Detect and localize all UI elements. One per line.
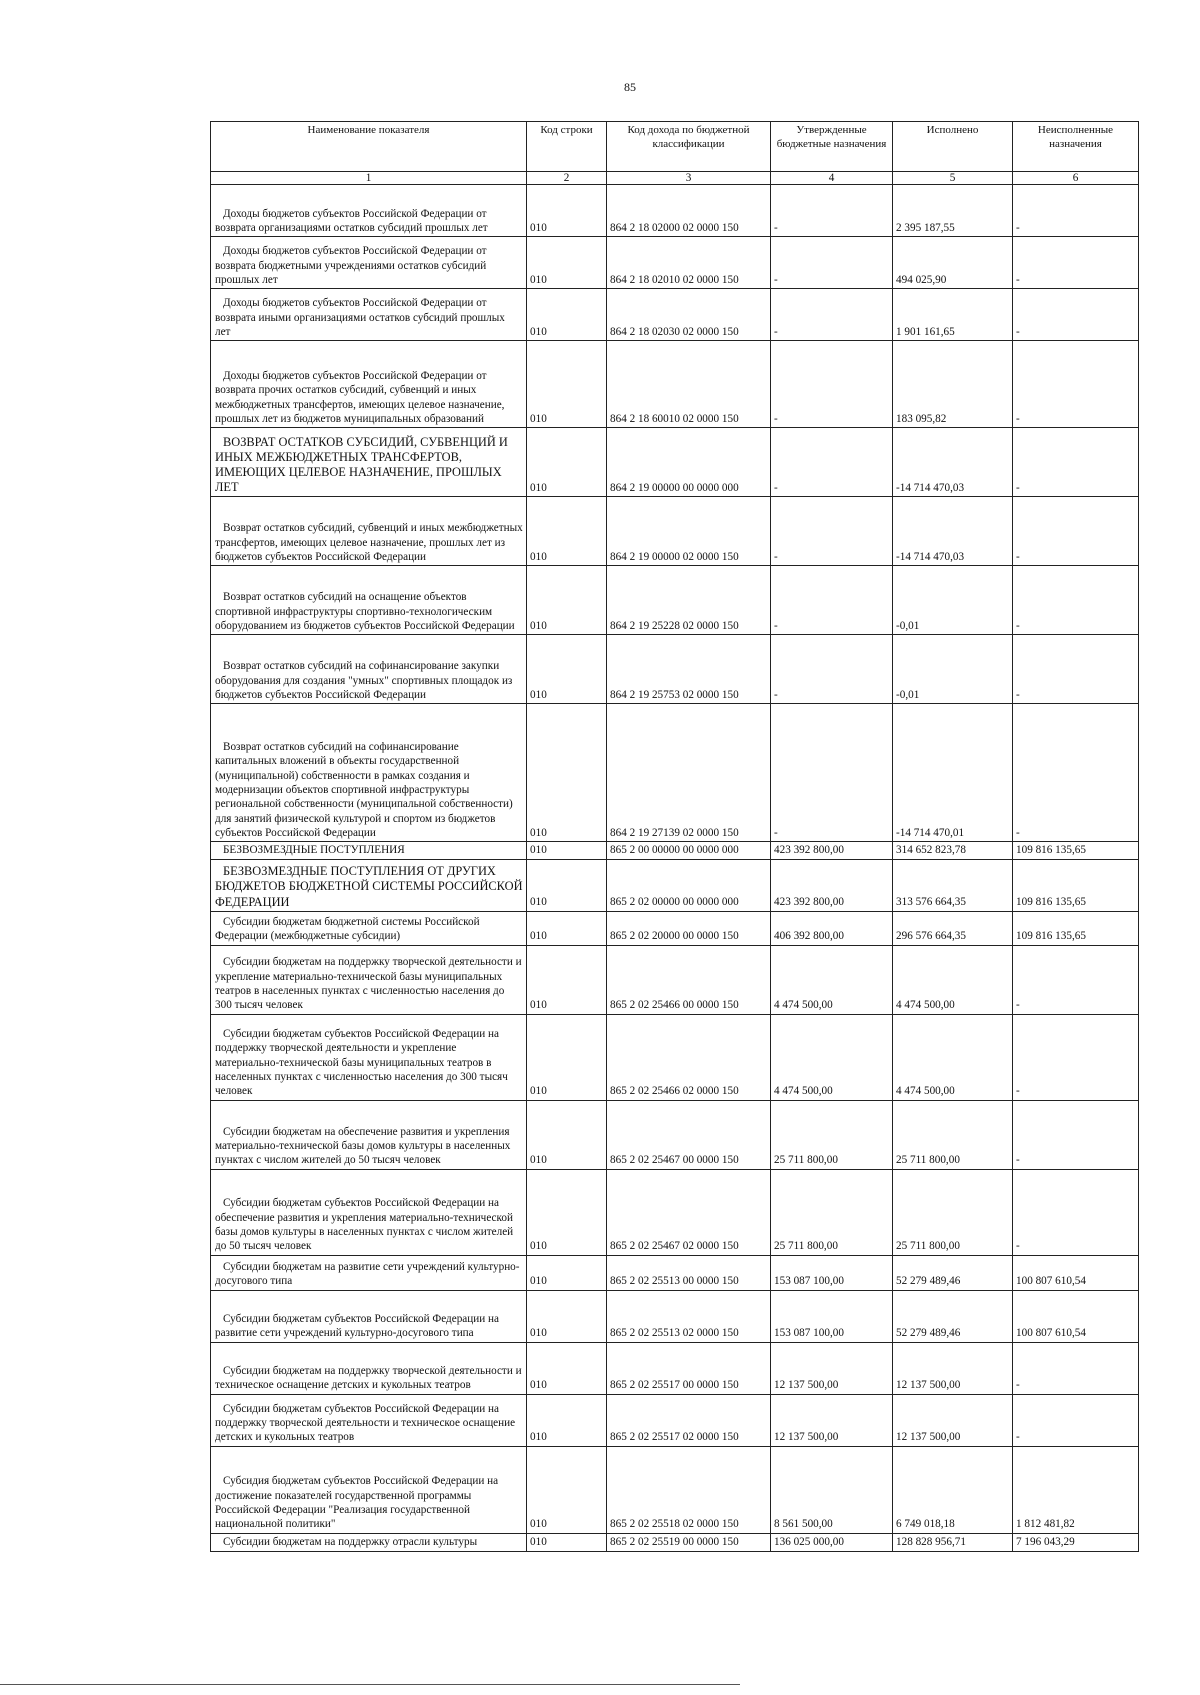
income-code-cell: 865 2 02 25513 00 0000 150 [607,1255,771,1290]
unexecuted-cell: 109 816 135,65 [1013,842,1139,859]
indicator-name-cell [211,1169,527,1255]
approved-cell: - [771,566,893,635]
column-number: 6 [1013,172,1139,185]
indicator-name-cell [211,185,527,237]
executed-cell: 2 395 187,55 [893,185,1013,237]
line-code-cell: 010 [527,1394,607,1446]
table-row [211,945,1139,1014]
indicator-name-text: Доходы бюджетов субъектов Российской Федерации от возврата прочих остатков субсидий, субвенций и иных межбюджетных трансфертов, имеющих целевое назначение, прошлых лет из бюджетов муниципальных образований [215,370,505,425]
unexecuted-cell: 100 807 610,54 [1013,1255,1139,1290]
approved-cell: 8 561 500,00 [771,1446,893,1533]
table-row [211,635,1139,704]
indicator-name-cell [211,566,527,635]
table-row [211,237,1139,289]
line-code-cell: 010 [527,859,607,911]
approved-cell: 12 137 500,00 [771,1342,893,1394]
executed-cell: 1 901 161,65 [893,289,1013,341]
column-number: 3 [607,172,771,185]
executed-cell: 313 576 664,35 [893,859,1013,911]
income-code-cell: 865 2 02 25466 00 0000 150 [607,945,771,1014]
approved-cell: - [771,428,893,497]
table-row [211,1394,1139,1446]
page-number: 85 [624,80,636,94]
indicator-name-cell [211,704,527,842]
income-code-cell: 865 2 02 25517 02 0000 150 [607,1394,771,1446]
unexecuted-cell: - [1013,945,1139,1014]
line-code-cell: 010 [527,704,607,842]
unexecuted-cell: - [1013,1169,1139,1255]
table-row [211,1255,1139,1290]
executed-cell: 25 711 800,00 [893,1100,1013,1169]
indicator-name-text: Субсидии бюджетам на обеспечение развития и укрепления материально-технической базы домов культуры в населенных пунктах с числом жителей до 50 тысяч человек [215,1125,511,1167]
budget-report-table [210,121,1139,1552]
line-code-cell: 010 [527,428,607,497]
executed-cell: 25 711 800,00 [893,1169,1013,1255]
table-row [211,842,1139,859]
header-approved: Утвержденные бюджетные назначения [771,122,893,172]
unexecuted-cell: - [1013,497,1139,566]
executed-cell: -14 714 470,03 [893,428,1013,497]
executed-cell: 52 279 489,46 [893,1290,1013,1342]
income-code-cell: 864 2 19 25753 02 0000 150 [607,635,771,704]
table-row [211,911,1139,945]
indicator-name-text: Субсидии бюджетам субъектов Российской Федерации на развитие сети учреждений культурно-досугового типа [215,1312,499,1340]
indicator-name-cell [211,635,527,704]
column-number: 1 [211,172,527,185]
unexecuted-cell: - [1013,1394,1139,1446]
unexecuted-cell: 1 812 481,82 [1013,1446,1139,1533]
unexecuted-cell: - [1013,704,1139,842]
executed-cell: 4 474 500,00 [893,1014,1013,1100]
column-number-row [211,172,1139,185]
approved-cell: 136 025 000,00 [771,1533,893,1551]
column-number: 5 [893,172,1013,185]
line-code-cell: 010 [527,911,607,945]
executed-cell: 296 576 664,35 [893,911,1013,945]
approved-cell: 423 392 800,00 [771,842,893,859]
indicator-name-cell [211,1446,527,1533]
table-row [211,566,1139,635]
executed-cell: -0,01 [893,635,1013,704]
line-code-cell: 010 [527,1169,607,1255]
header-executed: Исполнено [893,122,1013,172]
unexecuted-cell: 7 196 043,29 [1013,1533,1139,1551]
indicator-name-text: Возврат остатков субсидий на софинансирование капитальных вложений в объекты государственной (муниципальной) собственности в рамках создания и модернизации объектов спортивной инфраструктуры региональной собственности (муниципальной собственности) для занятий физической культурой и спортом из бюджетов субъектов Российской Федерации [215,741,513,839]
executed-cell: -0,01 [893,566,1013,635]
table-body [211,185,1139,1551]
line-code-cell: 010 [527,635,607,704]
table-row [211,1533,1139,1551]
header-indicator-name: Наименование показателя [211,122,527,172]
indicator-name-cell [211,1255,527,1290]
executed-cell: 4 474 500,00 [893,945,1013,1014]
income-code-cell: 864 2 19 00000 02 0000 150 [607,497,771,566]
approved-cell: 153 087 100,00 [771,1290,893,1342]
table-row [211,497,1139,566]
approved-cell: 153 087 100,00 [771,1255,893,1290]
indicator-name-text: Субсидии бюджетам субъектов Российской Федерации на обеспечение развития и укрепления материально-технической базы домов культуры в населенных пунктах с числом жителей до 50 тысяч человек [215,1197,514,1253]
table-row [211,1342,1139,1394]
table-row [211,1014,1139,1100]
indicator-name-text: Субсидии бюджетам субъектов Российской Федерации на поддержку творческой деятельности и техническое оснащение детских и кукольных театров [215,1402,516,1444]
indicator-name-text: Доходы бюджетов субъектов Российской Федерации от возврата иными организациями остатков субсидий прошлых лет [215,297,505,338]
income-code-cell: 864 2 18 60010 02 0000 150 [607,341,771,428]
table-row [211,185,1139,237]
indicator-name-text: ВОЗВРАТ ОСТАТКОВ СУБСИДИЙ, СУБВЕНЦИЙ И ИНЫХ МЕЖБЮДЖЕТНЫХ ТРАНСФЕРТОВ, ИМЕЮЩИХ ЦЕЛЕВОЕ НАЗНАЧЕНИЕ, ПРОШЛЫХ ЛЕТ [215,434,508,495]
indicator-name-text: Субсидии бюджетам на поддержку творческой деятельности и техническое оснащение детских и кукольных театров [215,1364,522,1392]
line-code-cell: 010 [527,1014,607,1100]
approved-cell: 406 392 800,00 [771,911,893,945]
table-row [211,1169,1139,1255]
indicator-name-cell [211,341,527,428]
unexecuted-cell: - [1013,635,1139,704]
line-code-cell: 010 [527,185,607,237]
line-code-cell: 010 [527,1290,607,1342]
bottom-rule [0,1684,740,1685]
income-code-cell: 864 2 18 02030 02 0000 150 [607,289,771,341]
line-code-cell: 010 [527,237,607,289]
approved-cell: - [771,289,893,341]
indicator-name-text: Доходы бюджетов субъектов Российской Федерации от возврата бюджетными учреждениями остатков субсидий прошлых лет [215,245,487,286]
executed-cell: 52 279 489,46 [893,1255,1013,1290]
indicator-name-text: Возврат остатков субсидий, субвенций и иных межбюджетных трансфертов, имеющих целевое назначение, прошлых лет из бюджетов субъектов Российской Федерации [215,522,523,563]
executed-cell: 12 137 500,00 [893,1342,1013,1394]
income-code-cell: 865 2 02 25517 00 0000 150 [607,1342,771,1394]
table-row [211,1446,1139,1533]
approved-cell: 25 711 800,00 [771,1100,893,1169]
table-row [211,289,1139,341]
approved-cell: - [771,635,893,704]
indicator-name-text: Субсидии бюджетам на поддержку творческой деятельности и укрепление материально-технической базы муниципальных театров в населенных пунктах с численностью населения до 300 тысяч человек [215,956,522,1012]
income-code-cell: 864 2 19 27139 02 0000 150 [607,704,771,842]
approved-cell: - [771,185,893,237]
column-number: 4 [771,172,893,185]
line-code-cell: 010 [527,1255,607,1290]
indicator-name-text: Субсидии бюджетам бюджетной системы Российской Федерации (межбюджетные субсидии) [215,915,480,943]
executed-cell: -14 714 470,03 [893,497,1013,566]
indicator-name-cell [211,1533,527,1551]
line-code-cell: 010 [527,945,607,1014]
line-code-cell: 010 [527,1342,607,1394]
table-row [211,1290,1139,1342]
unexecuted-cell: 100 807 610,54 [1013,1290,1139,1342]
indicator-name-text: Субсидии бюджетам на поддержку отрасли культуры [223,1536,478,1549]
indicator-name-cell [211,859,527,911]
indicator-name-cell [211,842,527,859]
header-line-code: Код строки [527,122,607,172]
executed-cell: 183 095,82 [893,341,1013,428]
unexecuted-cell: - [1013,1100,1139,1169]
indicator-name-text: Субсидии бюджетам на развитие сети учреждений культурно-досугового типа [215,1260,520,1288]
indicator-name-text: БЕЗВОЗМЕЗДНЫЕ ПОСТУПЛЕНИЯ [223,844,405,857]
indicator-name-cell [211,289,527,341]
approved-cell: - [771,497,893,566]
unexecuted-cell: - [1013,566,1139,635]
line-code-cell: 010 [527,842,607,859]
unexecuted-cell: - [1013,1342,1139,1394]
unexecuted-cell: - [1013,185,1139,237]
line-code-cell: 010 [527,341,607,428]
line-code-cell: 010 [527,1533,607,1551]
header-income-code: Код дохода по бюджетной классификации [607,122,771,172]
unexecuted-cell: 109 816 135,65 [1013,859,1139,911]
indicator-name-text: Доходы бюджетов субъектов Российской Федерации от возврата организациями остатков субсидий прошлых лет [215,207,488,234]
indicator-name-cell [211,1014,527,1100]
unexecuted-cell: - [1013,289,1139,341]
approved-cell: 12 137 500,00 [771,1394,893,1446]
line-code-cell: 010 [527,566,607,635]
indicator-name-text: Субсидии бюджетам субъектов Российской Федерации на поддержку творческой деятельности и укрепление материально-технической базы муниципальных театров в населенных пунктах с численностью населения до 300 тысяч человек [215,1028,508,1098]
indicator-name-text: Субсидия бюджетам субъектов Российской Федерации на достижение показателей государственной программы Российской Федерации "Реализация государственной национальной политики" [215,1475,499,1531]
line-code-cell: 010 [527,497,607,566]
indicator-name-cell [211,428,527,497]
income-code-cell: 865 2 02 20000 00 0000 150 [607,911,771,945]
approved-cell: - [771,237,893,289]
approved-cell: 4 474 500,00 [771,945,893,1014]
income-code-cell: 864 2 18 02000 02 0000 150 [607,185,771,237]
unexecuted-cell: - [1013,428,1139,497]
indicator-name-text: БЕЗВОЗМЕЗДНЫЕ ПОСТУПЛЕНИЯ ОТ ДРУГИХ БЮДЖЕТОВ БЮДЖЕТНОЙ СИСТЕМЫ РОССИЙСКОЙ ФЕДЕРАЦИИ [215,864,523,909]
income-code-cell: 865 2 02 25467 00 0000 150 [607,1100,771,1169]
approved-cell: - [771,704,893,842]
income-code-cell: 865 2 02 25466 02 0000 150 [607,1014,771,1100]
indicator-name-text: Возврат остатков субсидий на оснащение объектов спортивной инфраструктуры спортивно-технологическим оборудованием из бюджетов субъектов Российской Федерации [215,591,515,632]
unexecuted-cell: 109 816 135,65 [1013,911,1139,945]
income-code-cell: 864 2 19 00000 00 0000 000 [607,428,771,497]
approved-cell: 423 392 800,00 [771,859,893,911]
table-header-row [211,122,1139,172]
income-code-cell: 864 2 18 02010 02 0000 150 [607,237,771,289]
income-code-cell: 865 2 02 25519 00 0000 150 [607,1533,771,1551]
line-code-cell: 010 [527,1446,607,1533]
approved-cell: 4 474 500,00 [771,1014,893,1100]
header-unexecuted: Неисполненные назначения [1013,122,1139,172]
table-row [211,1100,1139,1169]
indicator-name-cell [211,1100,527,1169]
indicator-name-cell [211,497,527,566]
indicator-name-cell [211,237,527,289]
income-code-cell: 864 2 19 25228 02 0000 150 [607,566,771,635]
executed-cell: 128 828 956,71 [893,1533,1013,1551]
indicator-name-cell [211,1290,527,1342]
table-row [211,704,1139,842]
executed-cell: -14 714 470,01 [893,704,1013,842]
indicator-name-cell [211,1342,527,1394]
indicator-name-text: Возврат остатков субсидий на софинансирование закупки оборудования для создания "умных" спортивных площадок из бюджетов субъектов Российской Федерации [215,660,513,701]
executed-cell: 6 749 018,18 [893,1446,1013,1533]
table-row [211,428,1139,497]
income-code-cell: 865 2 00 00000 00 0000 000 [607,842,771,859]
line-code-cell: 010 [527,289,607,341]
table-row [211,341,1139,428]
unexecuted-cell: - [1013,1014,1139,1100]
indicator-name-cell [211,1394,527,1446]
indicator-name-cell [211,911,527,945]
executed-cell: 314 652 823,78 [893,842,1013,859]
approved-cell: 25 711 800,00 [771,1169,893,1255]
indicator-name-cell [211,945,527,1014]
unexecuted-cell: - [1013,341,1139,428]
executed-cell: 494 025,90 [893,237,1013,289]
column-number: 2 [527,172,607,185]
unexecuted-cell: - [1013,237,1139,289]
income-code-cell: 865 2 02 25513 02 0000 150 [607,1290,771,1342]
income-code-cell: 865 2 02 00000 00 0000 000 [607,859,771,911]
executed-cell: 12 137 500,00 [893,1394,1013,1446]
income-code-cell: 865 2 02 25518 02 0000 150 [607,1446,771,1533]
line-code-cell: 010 [527,1100,607,1169]
table-row [211,859,1139,911]
income-code-cell: 865 2 02 25467 02 0000 150 [607,1169,771,1255]
approved-cell: - [771,341,893,428]
